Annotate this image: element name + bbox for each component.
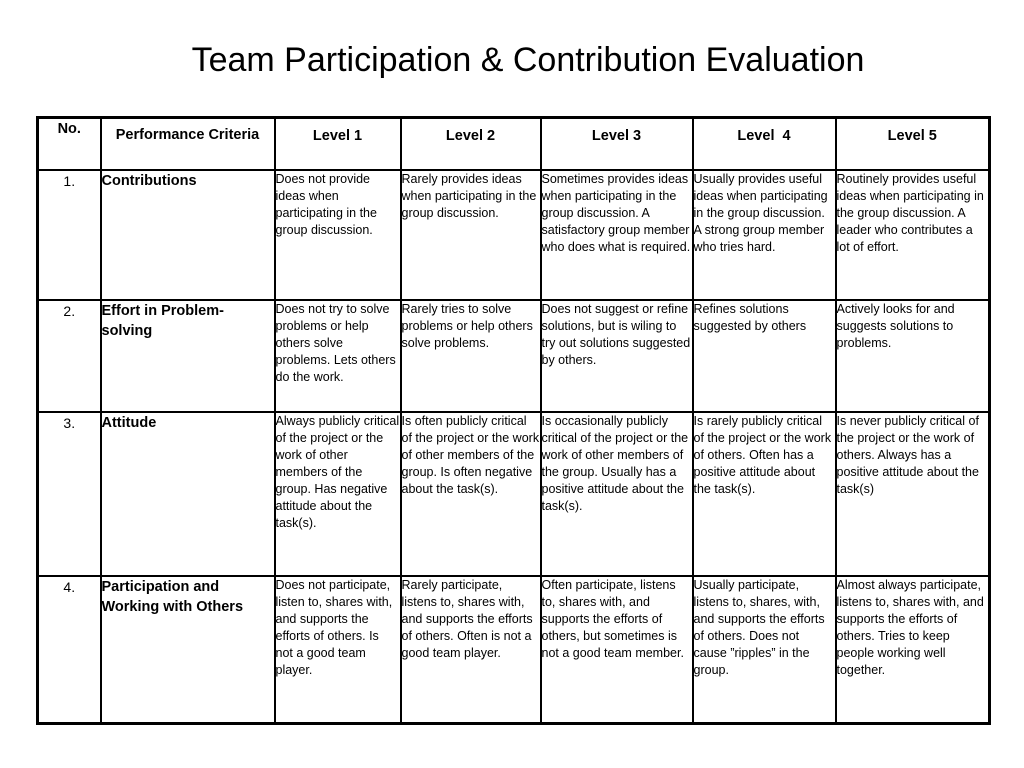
page-title: Team Participation & Contribution Evaluation — [191, 41, 865, 79]
level-2-cell: Rarely provides ideas when participating in the group discussion. — [401, 170, 541, 300]
level-4-cell: Usually participate, listens to, shares, with, and supports the efforts of others. Does not cause ”ripples” in the group. — [693, 576, 836, 724]
level-5-cell: Routinely provides useful ideas when participating in the group discussion. A leader who contributes a lot of effort. — [836, 170, 990, 300]
row-number: 4. — [38, 576, 101, 724]
evaluation-rubric-table — [36, 116, 991, 725]
level-3-cell: Is occasionally publicly critical of the project or the work of other members of the group. Usually has a positive attitude about the task(s). — [541, 412, 693, 576]
header-level-label: Level 2 — [445, 128, 496, 144]
header-level-label: Level 3 — [591, 128, 642, 144]
level-5-cell: Actively looks for and suggests solutions to problems. — [836, 300, 990, 412]
header-level-label: Level 1 — [312, 128, 363, 144]
header-no-label: No. — [57, 121, 81, 137]
level-1-cell: Does not try to solve problems or help others solve problems. Lets others do the work. — [275, 300, 401, 412]
level-5-cell: Is never publicly critical of the project or the work of others. Always has a positive attitude about the task(s) — [836, 412, 990, 576]
header-criteria-label: Performance Criteria — [115, 127, 260, 143]
row-number: 2. — [38, 300, 101, 412]
header-level-label: Level 4 — [737, 128, 791, 144]
header-no — [38, 118, 101, 170]
level-2-cell: Rarely tries to solve problems or help others solve problems. — [401, 300, 541, 412]
header-level-label: Level 5 — [887, 128, 937, 144]
level-2-cell: Rarely participate, listens to, shares with, and supports the efforts of others. Often is not a good team player. — [401, 576, 541, 724]
level-4-cell: Refines solutions suggested by others — [693, 300, 836, 412]
criteria-cell: Contributions — [101, 170, 275, 300]
header-level-5 — [836, 118, 990, 170]
level-3-cell: Does not suggest or refine solutions, but is wiling to try out solutions suggested by others. — [541, 300, 693, 412]
level-1-cell: Always publicly critical of the project or the work of other members of the group. Has negative attitude about the task(s). — [275, 412, 401, 576]
level-1-cell: Does not participate, listen to, shares with, and supports the efforts of others. Is not a good team player. — [275, 576, 401, 724]
header-level-2 — [401, 118, 541, 170]
row-number: 3. — [38, 412, 101, 576]
table-row — [38, 170, 990, 300]
row-number: 1. — [38, 170, 101, 300]
level-4-cell: Usually provides useful ideas when participating in the group discussion. A strong group member who tries hard. — [693, 170, 836, 300]
table-row — [38, 300, 990, 412]
criteria-cell: Effort in Problem-solving — [101, 300, 275, 412]
header-level-4 — [693, 118, 836, 170]
criteria-cell: Participation and Working with Others — [101, 576, 275, 724]
level-3-cell: Often participate, listens to, shares with, and supports the efforts of others, but sometimes is not a good team member. — [541, 576, 693, 724]
level-1-cell: Does not provide ideas when participating in the group discussion. — [275, 170, 401, 300]
level-2-cell: Is often publicly critical of the project or the work of other members of the group. Is often negative about the task(s). — [401, 412, 541, 576]
level-4-cell: Is rarely publicly critical of the project or the work of others. Often has a positive attitude about the task(s). — [693, 412, 836, 576]
table-header-row — [38, 118, 990, 170]
header-level-1 — [275, 118, 401, 170]
table-row — [38, 412, 990, 576]
header-criteria — [101, 118, 275, 170]
level-5-cell: Almost always participate, listens to, shares with, and supports the efforts of others. Tries to keep people working well together. — [836, 576, 990, 724]
level-3-cell: Sometimes provides ideas when participating in the group discussion. A satisfactory group member who does what is required. — [541, 170, 693, 300]
table-row — [38, 576, 990, 724]
criteria-cell: Attitude — [101, 412, 275, 576]
header-level-3 — [541, 118, 693, 170]
